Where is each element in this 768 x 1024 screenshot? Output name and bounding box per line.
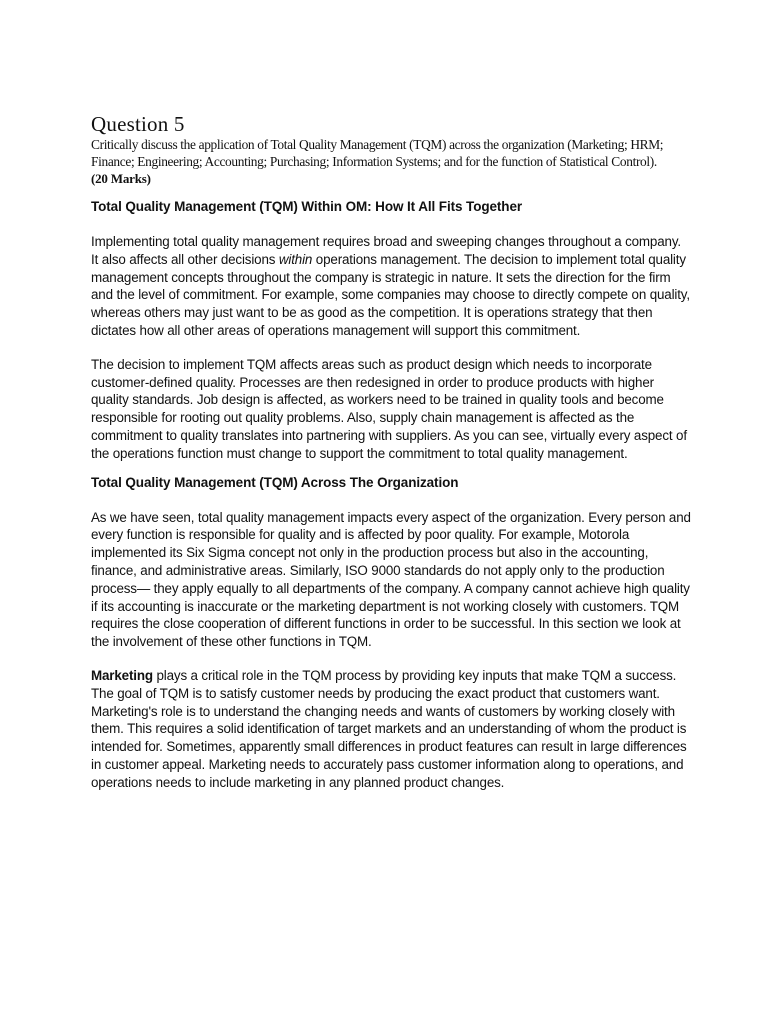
spacer — [91, 651, 691, 667]
paragraph-decision-to-implement: The decision to implement TQM affects areas such as product design which needs to incorporate customer-defined quality. Processes are then redesigned in order to produce products with higher quality standards. Job design is affected, as workers need to be trained in quality tools and become responsible for rooting out quality problems. Also, supply chain management is affected as the commitment to quality translates into partnering with suppliers. As you can see, virtually every aspect of the operations function must change to support the commitment to total quality management. — [91, 356, 687, 461]
marketing-label: Marketing — [91, 667, 153, 683]
paragraph-text: Implementing total quality management requires broad and sweeping changes throughout a company. It also affects all other decisions — [91, 234, 681, 267]
paragraph-text: operations management. The decision to implement total quality management concepts throughout the company is strategic in nature. It sets the direction for the firm and the level of commitment. For example, some companies may choose to directly compete on quality, whereas others may just want to be as good as the competition. It is operations strategy that then dictates how all other areas of operations management will support this commitment. — [91, 251, 690, 338]
question-marks: (20 Marks) — [91, 171, 151, 186]
emphasis-within: within — [278, 251, 313, 267]
spacer — [91, 492, 691, 509]
document-page — [91, 112, 691, 792]
question-title: Question 5 — [91, 112, 185, 136]
spacer — [91, 216, 691, 233]
section-heading-within-om: Total Quality Management (TQM) Within OM: How It All Fits Together — [91, 199, 523, 214]
section-heading-across-organization: Total Quality Management (TQM) Across The Organization — [91, 474, 459, 490]
question-prompt: Critically discuss the application of Total Quality Management (TQM) across the organization (Marketing; HRM; Finance; Engineering; Accounting; Purchasing; Information Systems; and for the function of Statistical Control). — [91, 137, 664, 169]
paragraph-implementing-tqm — [91, 233, 691, 340]
paragraph-text: plays a critical role in the TQM process by providing key inputs that make TQM a success. The goal of TQM is to satisfy customer needs by producing the exact product that customers want. Marketing's role is to understand the changing needs and wants of customers by working closely with them. This requires a solid identification of target markets and an understanding of whom the product is intended for. Sometimes, apparently small differences in product features can result in large differences in customer appeal. Marketing needs to accurately pass customer information along to operations, and operations needs to include marketing in any planned product changes. — [91, 667, 687, 790]
spacer — [91, 340, 691, 356]
paragraph-marketing — [91, 667, 691, 792]
paragraph-tqm-impacts: As we have seen, total quality management impacts every aspect of the organization. Every person and every function is responsible for quality and is affected by poor quality. For example, Motorola implemented its Six Sigma concept not only in the production process but also in the accounting, finance, and administrative areas. Similarly, ISO 9000 standards do not apply only to the production process— they apply equally to all departments of the company. A company cannot achieve high quality if its accounting is inaccurate or the marketing department is not working closely with customers. TQM requires the close cooperation of different functions in order to be successful. In this section we look at the involvement of these other functions in TQM. — [91, 509, 691, 650]
